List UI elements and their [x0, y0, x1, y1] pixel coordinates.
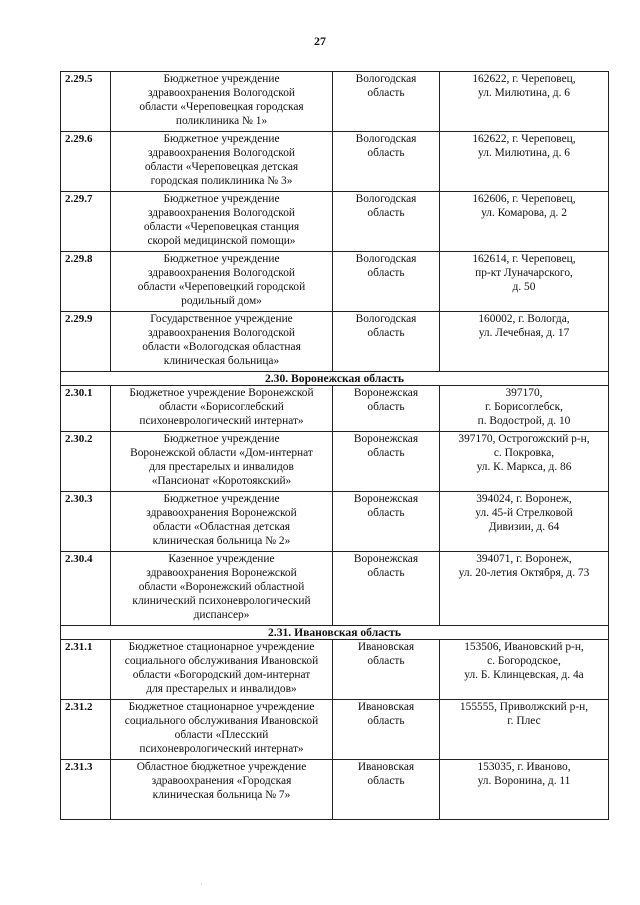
region-name-line: область	[367, 655, 405, 667]
institution-name-line: Бюджетное учреждение	[163, 73, 280, 85]
region-name-cell	[333, 640, 440, 700]
row-number: 2.30.2	[61, 432, 111, 492]
region-name-line: Вологодская	[355, 133, 417, 145]
institution-name-cell	[111, 192, 333, 252]
institution-name-cell	[111, 432, 333, 492]
region-name-line: Вологодская	[355, 313, 417, 325]
institution-name-line: скорой медицинской помощи»	[147, 235, 296, 247]
postal-address-cell	[440, 760, 609, 820]
institution-name-line: области «Череповецкий городской	[137, 281, 306, 293]
region-name-line: Вологодская	[355, 73, 417, 85]
institution-name-line: области «Череповецкая детская	[144, 161, 299, 173]
postal-address-cell	[440, 72, 609, 132]
postal-address-cell	[440, 386, 609, 432]
institution-name-cell	[111, 132, 333, 192]
region-name-line: область	[367, 147, 405, 159]
region-name-line: область	[367, 267, 405, 279]
postal-address-line: 394024, г. Воронеж,	[476, 493, 572, 505]
region-name-line: Вологодская	[355, 253, 417, 265]
region-name-cell	[333, 700, 440, 760]
institution-name-line: здравоохранения Вологодской	[148, 327, 295, 339]
postal-address-line: п. Водострой, д. 10	[477, 415, 571, 427]
region-name-line: область	[367, 87, 405, 99]
postal-address-cell	[440, 192, 609, 252]
postal-address-line: 162606, г. Череповец,	[472, 193, 576, 205]
postal-address-cell	[440, 552, 609, 626]
postal-address-line: 397170,	[505, 387, 543, 399]
postal-address-cell	[440, 492, 609, 552]
table-row	[61, 492, 609, 552]
postal-address-cell	[440, 252, 609, 312]
postal-address-line: 153506, Ивановский р-н,	[464, 641, 584, 653]
institution-name-line: «Пансионат «Коротоякский»	[151, 475, 292, 487]
region-name-cell	[333, 386, 440, 432]
row-number: 2.29.8	[61, 252, 111, 312]
institution-name-line: Бюджетное учреждение	[163, 193, 280, 205]
table-row	[61, 640, 609, 700]
table-row	[61, 252, 609, 312]
institution-name-line: Казенное учреждение	[168, 553, 275, 565]
institution-name-line: здравоохранения Вологодской	[148, 87, 295, 99]
region-name-line: область	[367, 775, 405, 787]
region-name-line: Воронежская	[353, 433, 419, 445]
institution-name-line: области «Борисоглебский	[159, 401, 284, 413]
region-name-cell	[333, 552, 440, 626]
institution-name-line: здравоохранения Вологодской	[148, 207, 295, 219]
region-name-line: область	[367, 507, 405, 519]
postal-address-line: 155555, Приволжский р-н,	[459, 701, 589, 713]
region-name-line: Ивановская	[357, 761, 415, 773]
postal-address-line: д. 50	[512, 281, 536, 293]
postal-address-line: 394071, г. Воронеж,	[476, 553, 572, 565]
postal-address-line: ул. Воронина, д. 11	[477, 775, 571, 787]
postal-address-line: ул. Милютина, д. 6	[478, 147, 570, 159]
institution-name-line: Бюджетное учреждение	[163, 433, 280, 445]
institution-name-line: Бюджетное стационарное учреждение	[128, 641, 315, 653]
institution-name-line: Бюджетное учреждение	[163, 253, 280, 265]
region-name-cell	[333, 492, 440, 552]
table-row	[61, 132, 609, 192]
institution-name-cell	[111, 760, 333, 820]
region-name-line: область	[367, 327, 405, 339]
region-name-line: Воронежская	[353, 387, 419, 399]
institution-name-line: Бюджетное стационарное учреждение	[128, 701, 315, 713]
institution-name-line: здравоохранения Воронежской	[146, 507, 297, 519]
postal-address-line: ул. Комарова, д. 2	[481, 207, 567, 219]
region-name-cell	[333, 132, 440, 192]
institution-name-line: Бюджетное учреждение Воронежской	[129, 387, 314, 399]
region-name-cell	[333, 432, 440, 492]
institution-name-line: клиническая больница № 7»	[152, 789, 291, 801]
row-number: 2.31.2	[61, 700, 111, 760]
postal-address-line: с. Покровка,	[493, 447, 555, 459]
postal-address-cell	[440, 312, 609, 372]
section-header-row	[61, 372, 609, 386]
table-body	[61, 72, 609, 820]
postal-address-line: ул. 45-й Стрелковой	[475, 507, 573, 519]
institution-name-line: Бюджетное учреждение	[163, 133, 280, 145]
institution-name-cell	[111, 700, 333, 760]
table-row	[61, 700, 609, 760]
section-title: 2.30. Воронежская область	[61, 372, 609, 386]
institution-name-line: для престарелых и инвалидов	[149, 461, 294, 473]
region-name-line: область	[367, 715, 405, 727]
postal-address-line: 162622, г. Череповец,	[472, 73, 576, 85]
postal-address-line: ул. Милютина, д. 6	[478, 87, 570, 99]
postal-address-line: с. Богородское,	[487, 655, 561, 667]
row-number: 2.30.1	[61, 386, 111, 432]
institution-name-cell	[111, 252, 333, 312]
postal-address-cell	[440, 432, 609, 492]
page-number: 27	[314, 34, 326, 48]
postal-address-line: ул. К. Маркса, д. 86	[476, 461, 572, 473]
institution-name-line: клиническая больница»	[163, 355, 280, 367]
institution-name-line: здравоохранения «Городская	[151, 775, 292, 787]
institution-name-line: области «Богородский дом-интернат	[132, 669, 311, 681]
table-row	[61, 312, 609, 372]
institution-name-line: психоневрологический интернат»	[139, 415, 304, 427]
row-number: 2.29.9	[61, 312, 111, 372]
region-name-line: Вологодская	[355, 193, 417, 205]
institution-name-line: городская поликлиника № 3»	[150, 175, 293, 187]
institution-name-line: Бюджетное учреждение	[163, 493, 280, 505]
row-number: 2.30.4	[61, 552, 111, 626]
postal-address-cell	[440, 640, 609, 700]
table-row	[61, 432, 609, 492]
postal-address-line: г. Плес	[507, 715, 541, 727]
row-number: 2.31.3	[61, 760, 111, 820]
region-name-line: область	[367, 207, 405, 219]
institution-name-line: социального обслуживания Ивановской	[124, 655, 319, 667]
postal-address-line: 162614, г. Череповец,	[472, 253, 576, 265]
institution-name-line: Воронежской области «Дом-интернат	[130, 447, 313, 459]
postal-address-line: пр-кт Луначарского,	[475, 267, 573, 279]
region-name-line: Ивановская	[357, 701, 415, 713]
institution-name-cell	[111, 552, 333, 626]
institution-name-line: психоневрологический интернат»	[139, 743, 304, 755]
institution-name-line: области «Череповецкая городская	[139, 101, 304, 113]
institution-name-line: родильный дом»	[181, 295, 262, 307]
institution-name-cell	[111, 492, 333, 552]
postal-address-line: Дивизии, д. 64	[488, 521, 560, 533]
scan-artifact: ·	[200, 880, 203, 889]
region-name-line: Воронежская	[353, 493, 419, 505]
institution-name-line: здравоохранения Воронежской	[146, 567, 297, 579]
row-number: 2.31.1	[61, 640, 111, 700]
postal-address-line: 397170, Острогожский р-н,	[458, 433, 590, 445]
region-name-line: область	[367, 567, 405, 579]
institution-name-line: здравоохранения Вологодской	[148, 267, 295, 279]
table-row	[61, 552, 609, 626]
region-name-cell	[333, 252, 440, 312]
postal-address-line: ул. Лечебная, д. 17	[478, 327, 570, 339]
institution-name-line: клиническая больница № 2»	[152, 535, 291, 547]
institution-name-line: области «Воронежский областной	[138, 581, 305, 593]
region-name-cell	[333, 72, 440, 132]
institution-name-cell	[111, 72, 333, 132]
institution-name-line: Государственное учреждение	[150, 313, 293, 325]
institution-name-line: области «Плесский	[174, 729, 269, 741]
row-number: 2.29.5	[61, 72, 111, 132]
region-name-line: область	[367, 401, 405, 413]
institution-name-line: поликлиника № 1»	[175, 115, 268, 127]
region-name-cell	[333, 312, 440, 372]
row-number: 2.29.6	[61, 132, 111, 192]
row-number: 2.29.7	[61, 192, 111, 252]
institution-name-line: диспансер»	[193, 609, 250, 621]
institution-name-cell	[111, 640, 333, 700]
institution-name-line: области «Областная детская	[152, 521, 291, 533]
institution-name-cell	[111, 312, 333, 372]
region-name-line: область	[367, 447, 405, 459]
table-row	[61, 760, 609, 820]
table-row	[61, 72, 609, 132]
institutions-table	[60, 71, 609, 820]
region-name-cell	[333, 760, 440, 820]
postal-address-line: 153035, г. Иваново,	[477, 761, 571, 773]
institution-name-line: области «Череповецкая станция	[143, 221, 300, 233]
institution-name-cell	[111, 386, 333, 432]
postal-address-line: 160002, г. Вологда,	[478, 313, 570, 325]
institution-name-line: области «Вологодская областная	[142, 341, 301, 353]
postal-address-cell	[440, 700, 609, 760]
region-name-line: Воронежская	[353, 553, 419, 565]
row-number: 2.30.3	[61, 492, 111, 552]
table-row	[61, 386, 609, 432]
institution-name-line: клинический психоневрологический	[132, 595, 311, 607]
section-header-row	[61, 626, 609, 640]
postal-address-line: 162622, г. Череповец,	[472, 133, 576, 145]
region-name-line: Ивановская	[357, 641, 415, 653]
institution-name-line: здравоохранения Вологодской	[148, 147, 295, 159]
institution-name-line: Областное бюджетное учреждение	[136, 761, 307, 773]
postal-address-cell	[440, 132, 609, 192]
table-row	[61, 192, 609, 252]
postal-address-line: ул. Б. Клинцевская, д. 4а	[464, 669, 584, 681]
section-title: 2.31. Ивановская область	[61, 626, 609, 640]
institution-name-line: для престарелых и инвалидов»	[146, 683, 297, 695]
region-name-cell	[333, 192, 440, 252]
institution-name-line: социального обслуживания Ивановской	[124, 715, 319, 727]
postal-address-line: г. Борисоглебск,	[485, 401, 563, 413]
postal-address-line: ул. 20-летия Октября, д. 73	[458, 567, 590, 579]
